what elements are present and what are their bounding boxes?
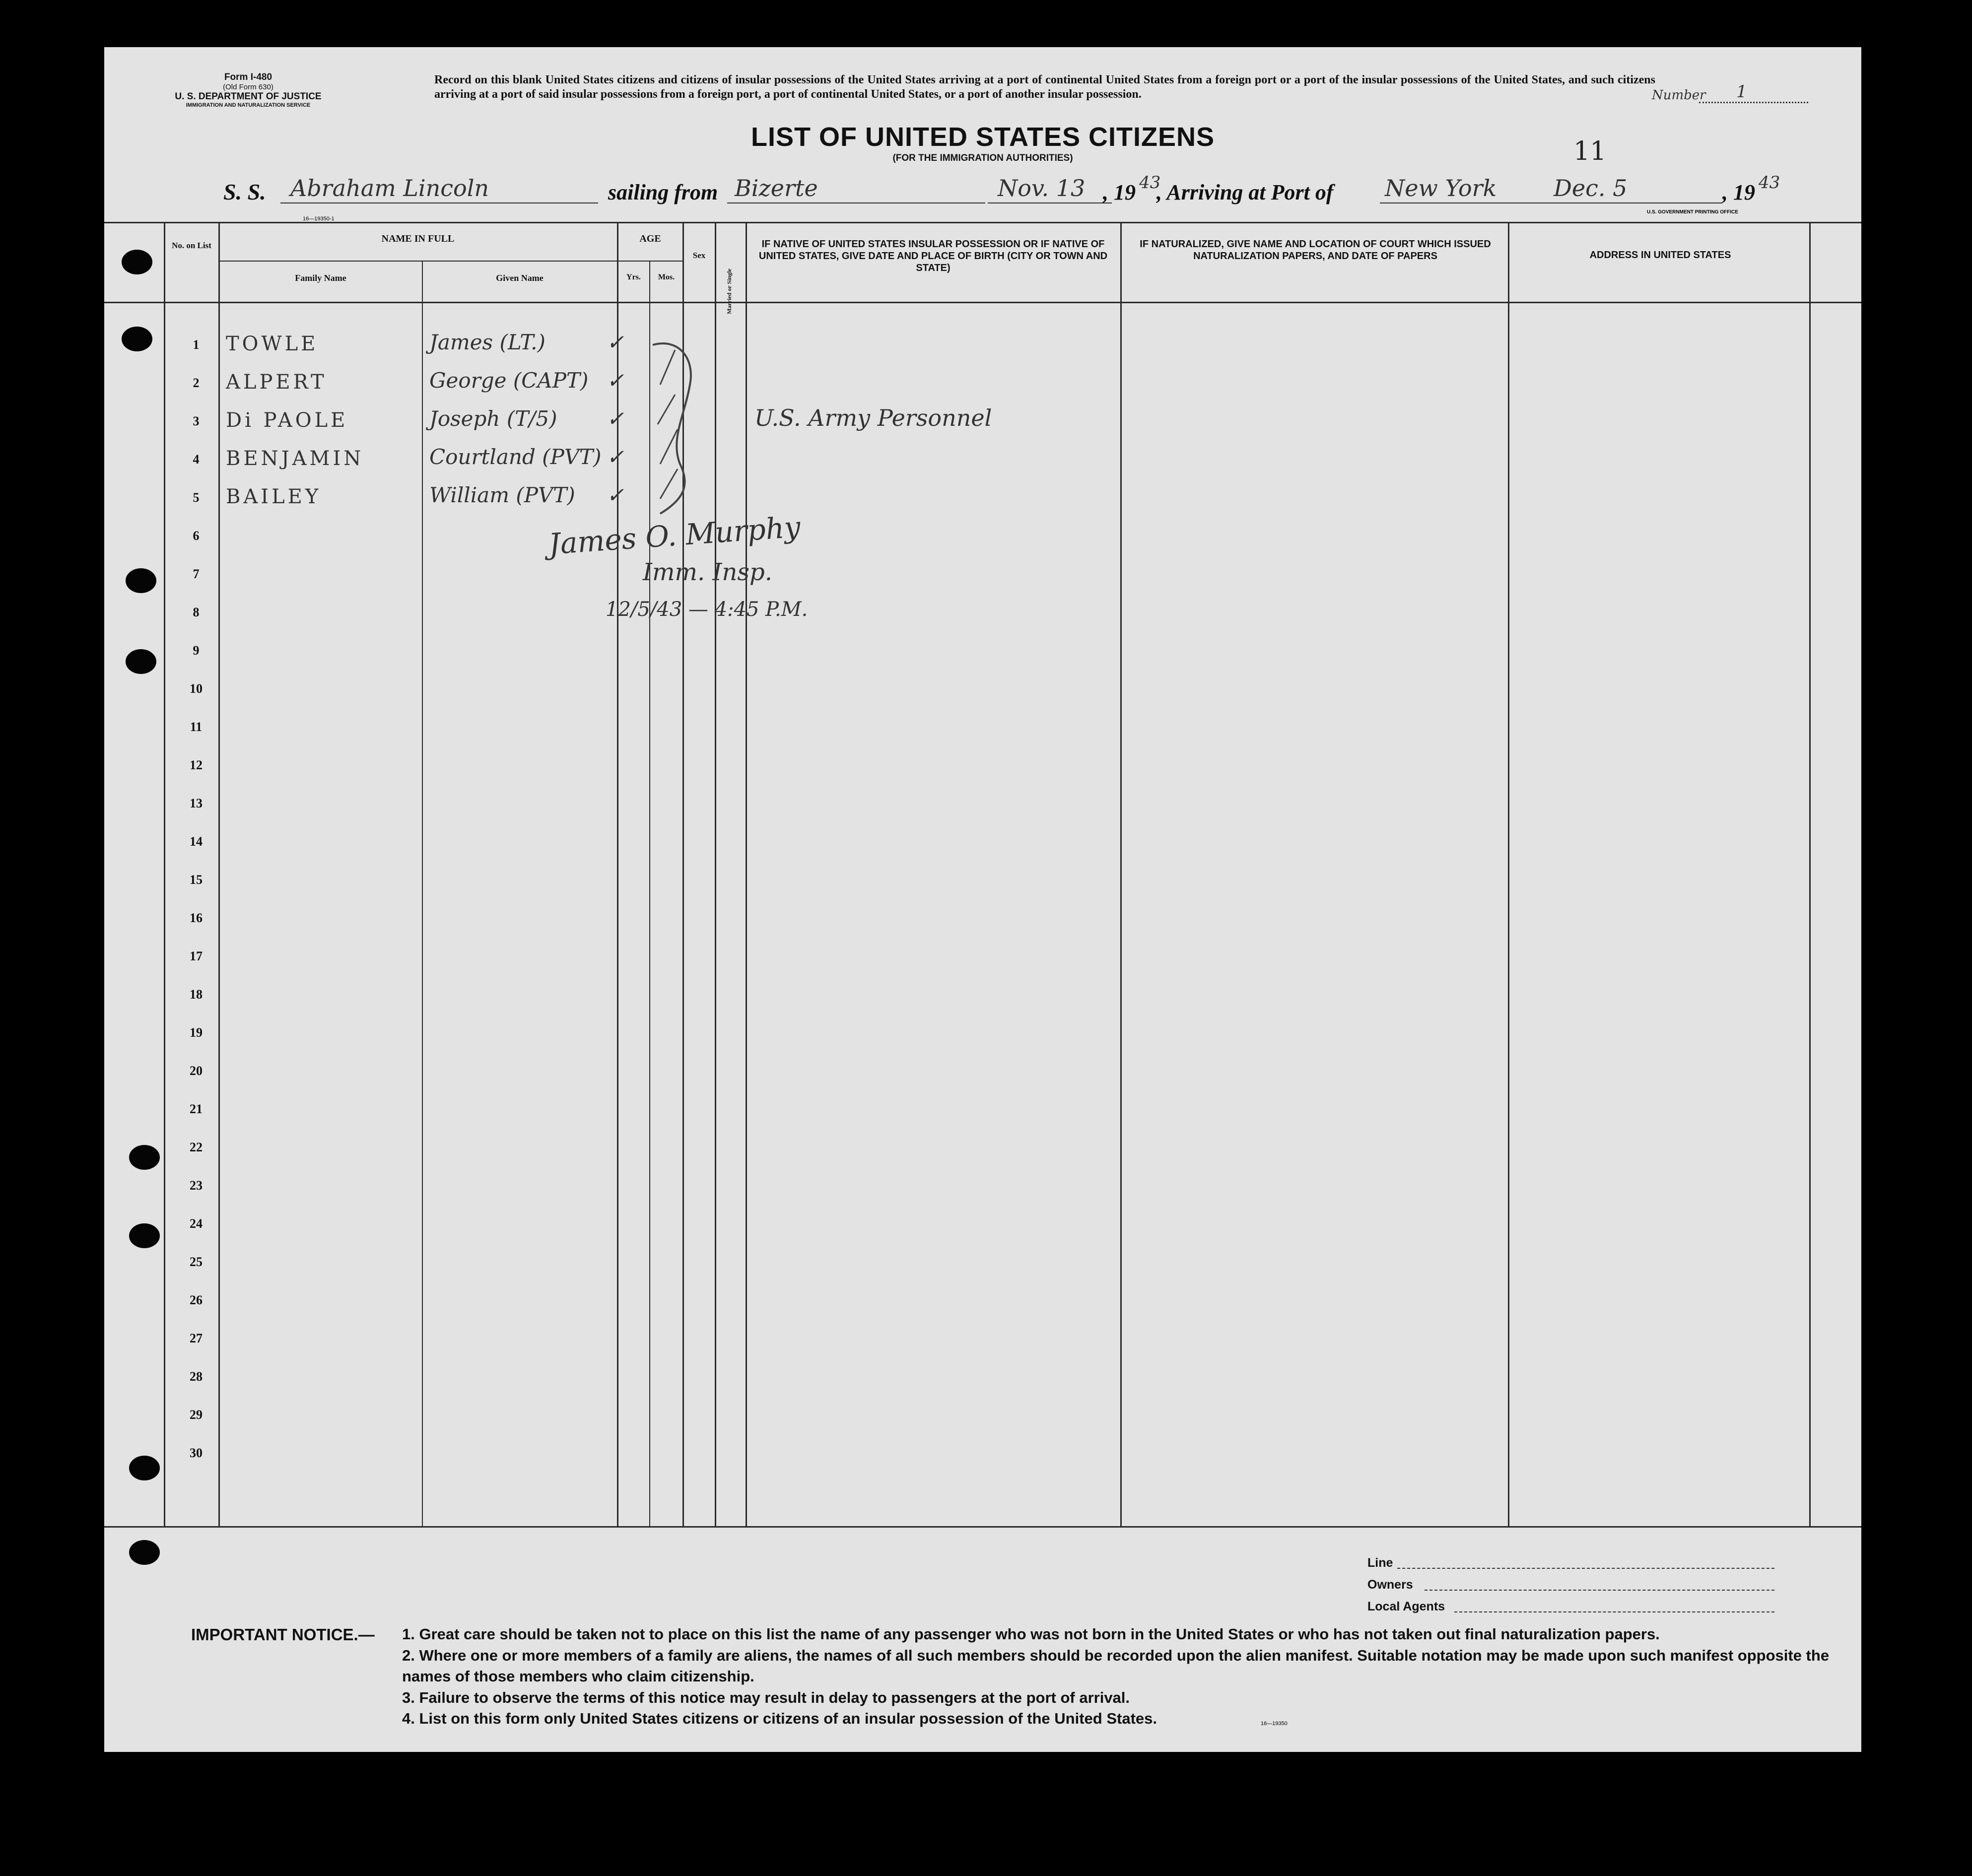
age-check: ✓ — [607, 368, 624, 393]
departure-year-prefix: , 19 — [1103, 180, 1136, 204]
form-identity-block — [134, 72, 362, 108]
age-check: ✓ — [607, 445, 624, 469]
page-subtitle: (FOR THE IMMIGRATION AUTHORITIES) — [892, 153, 1073, 163]
sailing-from-port: Bizerte — [735, 175, 818, 201]
inspection-timestamp: 12/5/43 — 4:45 P.M. — [606, 598, 808, 621]
form-code-top: 16—19350-1 — [303, 216, 335, 222]
header-age-yrs: Yrs. — [626, 273, 641, 281]
arrival-date: Dec. 5 — [1554, 175, 1628, 201]
row-number: 16 — [190, 911, 203, 925]
number-label: Number — [1652, 88, 1706, 103]
sheet-number: 11 — [1573, 136, 1607, 166]
service: IMMIGRATION AND NATURALIZATION SERVICE — [186, 102, 311, 108]
given-name: George (CAPT) — [429, 368, 589, 393]
family-name: BENJAMIN — [226, 447, 364, 470]
row-number: 27 — [190, 1331, 203, 1345]
header-sex: Sex — [692, 251, 706, 260]
family-name: ALPERT — [226, 371, 327, 394]
table-row — [104, 328, 685, 362]
row-number: 8 — [193, 605, 200, 619]
row-number: 13 — [190, 796, 203, 810]
punch-hole — [122, 250, 152, 274]
row-number: 20 — [190, 1064, 203, 1078]
header-no-on-list: No. on List — [172, 241, 211, 250]
row-number: 1 — [193, 337, 200, 352]
given-name: William (PVT) — [429, 483, 575, 507]
header-married-single: Married or Single — [726, 268, 733, 314]
page-title: LIST OF UNITED STATES CITIZENS — [751, 122, 1215, 152]
arrival-port: New York — [1385, 175, 1497, 201]
notice-item: 4. List on this form only United States citizens or citizens of an insular possession of the United States. — [402, 1710, 1157, 1727]
family-name: Di PAOLE — [226, 409, 348, 432]
header-naturalization: IF NATURALIZED, GIVE NAME AND LOCATION OF COURT WHICH ISSUED NATURALIZATION PAPERS, AND DATE OF PAPERS — [1140, 239, 1491, 262]
row-number: 26 — [190, 1293, 203, 1307]
row-number: 21 — [190, 1102, 203, 1116]
row-number: 30 — [190, 1446, 203, 1460]
age-check: ✓ — [607, 406, 624, 431]
given-name: James (LT.) — [429, 330, 545, 354]
notice-item: 1. Great care should be taken not to place on this list the name of any passenger who was not born in the United States or who has not taken out final naturalization papers. — [402, 1625, 1660, 1643]
table-row — [104, 442, 685, 477]
family-name: BAILEY — [226, 485, 322, 508]
row-number: 24 — [190, 1216, 203, 1231]
departure-year-suffix: 43 — [1139, 173, 1161, 193]
bracket-mark — [650, 340, 759, 519]
row-number: 17 — [190, 949, 203, 963]
departure-date: Nov. 13 — [998, 175, 1086, 201]
punch-hole — [129, 1540, 160, 1565]
row-number: 15 — [190, 872, 203, 887]
form-number: Form I-480 — [224, 72, 272, 82]
row-number: 22 — [190, 1140, 203, 1154]
punch-hole — [129, 1145, 160, 1170]
row-number: 5 — [193, 490, 200, 505]
header-address: ADDRESS IN UNITED STATES — [1589, 250, 1731, 261]
row-number: 3 — [193, 414, 200, 428]
number-value: 1 — [1736, 82, 1747, 102]
given-name: Joseph (T/5) — [429, 406, 557, 431]
gpo-mark: U.S. GOVERNMENT PRINTING OFFICE — [1647, 209, 1738, 215]
owners-label: Owners — [1367, 1578, 1413, 1592]
punch-hole — [126, 568, 156, 593]
row-number: 11 — [190, 720, 203, 734]
list-number — [1652, 82, 1811, 108]
local-agents-label: Local Agents — [1367, 1600, 1445, 1613]
old-form-number: (Old Form 630) — [223, 83, 273, 91]
row-number: 29 — [190, 1407, 203, 1422]
department: U. S. DEPARTMENT OF JUSTICE — [175, 91, 322, 102]
header-given-name: Given Name — [496, 273, 544, 283]
row-number: 28 — [190, 1369, 203, 1384]
army-personnel-note: U.S. Army Personnel — [754, 404, 992, 431]
line-label: Line — [1367, 1556, 1393, 1570]
row-number: 18 — [190, 987, 203, 1002]
notice-title: IMPORTANT NOTICE.— — [191, 1625, 375, 1644]
row-number: 10 — [190, 681, 203, 696]
notice-item: 3. Failure to observe the terms of this notice may result in delay to passengers at the port of arrival. — [402, 1689, 1130, 1706]
punch-hole — [129, 1223, 160, 1248]
arrival-year-prefix: , 19 — [1722, 180, 1755, 204]
table-row — [104, 480, 685, 515]
row-number: 25 — [190, 1255, 203, 1269]
row-number: 2 — [193, 376, 200, 390]
row-number: 9 — [193, 643, 200, 658]
form-instructions: Record on this blank United States citizens and citizens of insular possessions of the United States arriving at a port of continental United States from a foreign port or a port of the insular possessions of the United States, and such citizens arriving at a port of said insular possessions from a foreign port, a port of continental United States, or a port of another insular possession. — [434, 73, 1655, 101]
notice-item: 2. Where one or more members of a family are aliens, the names of all such members should be recorded upon the alien manifest. Suitable notation may be made upon such manifest opposite the names of those members who claim citizenship. — [402, 1647, 1830, 1685]
arriving-label: , Arriving at Port of — [1156, 180, 1334, 204]
family-name: TOWLE — [226, 333, 319, 355]
ss-label: S. S. — [223, 179, 266, 204]
sailing-from-label: sailing from — [608, 180, 718, 204]
row-number: 4 — [193, 452, 200, 467]
header-age: AGE — [639, 233, 661, 244]
row-number: 19 — [190, 1025, 203, 1040]
given-name: Courtland (PVT) — [429, 445, 602, 469]
punch-hole — [129, 1456, 160, 1480]
header-name-in-full: NAME IN FULL — [381, 233, 455, 244]
inspector-signature: James O. Murphy — [547, 510, 802, 561]
age-check: ✓ — [607, 330, 624, 354]
header-native-birthplace: IF NATIVE OF UNITED STATES INSULAR POSSESSION OR IF NATIVE OF UNITED STATES, GIVE DATE AND PLACE OF BIRTH (CITY OR TOWN AND STATE) — [758, 239, 1108, 273]
punch-hole — [126, 649, 156, 674]
signature-block — [1367, 1556, 1774, 1621]
inspector-title: Imm. Insp. — [643, 558, 772, 586]
table-row — [104, 404, 685, 439]
manifest-page — [104, 47, 1861, 1752]
header-age-mos: Mos. — [658, 273, 675, 281]
header-family-name: Family Name — [295, 273, 346, 283]
row-number: 7 — [193, 567, 200, 581]
form-code-bottom: 16—19350 — [1261, 1721, 1288, 1727]
voyage-line — [223, 174, 1851, 208]
row-number: 14 — [190, 834, 203, 849]
row-number: 23 — [190, 1178, 203, 1193]
arrival-year-suffix: 43 — [1759, 173, 1780, 193]
row-number: 6 — [193, 529, 200, 543]
table-row — [104, 366, 685, 401]
ship-name: Abraham Lincoln — [290, 175, 489, 201]
row-number: 12 — [190, 758, 203, 772]
age-check: ✓ — [607, 483, 624, 507]
